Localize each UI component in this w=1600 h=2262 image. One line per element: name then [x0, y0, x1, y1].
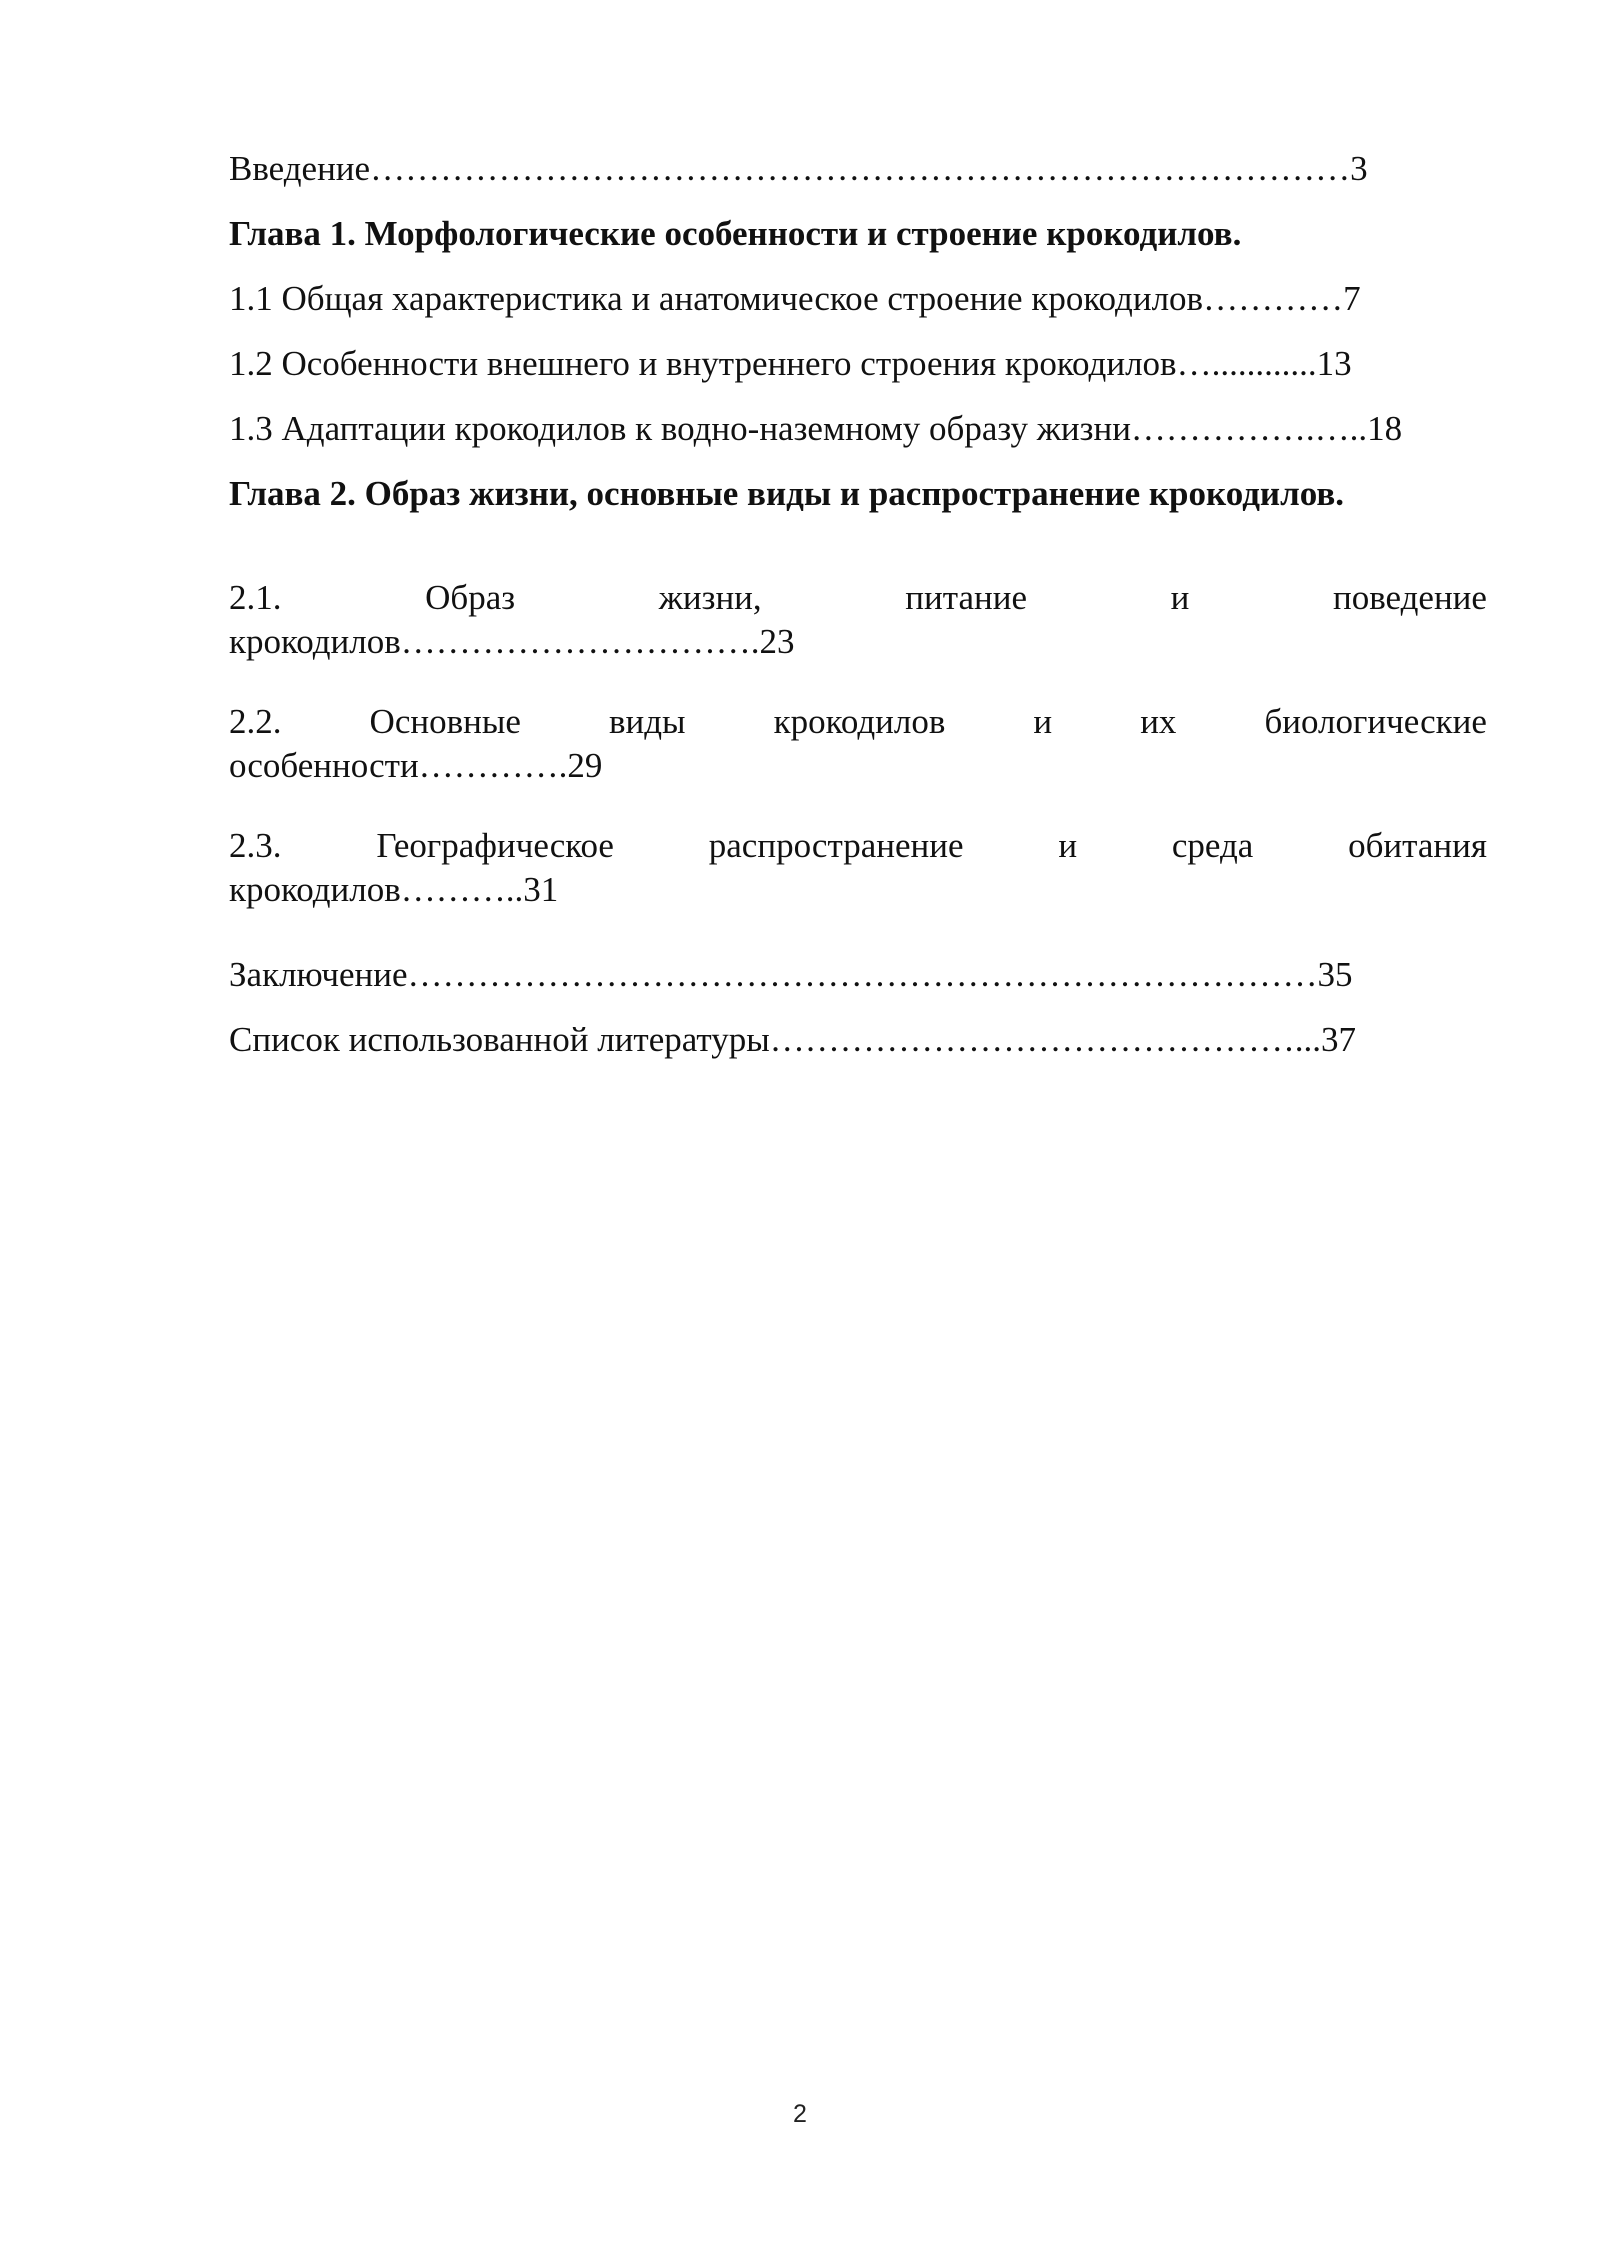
toc-entry-intro: Введение…………………………………………………………………………3 [229, 149, 1368, 188]
toc-word: распространение [708, 826, 964, 865]
toc-chapter-1-title: Глава 1. Морфологические особенности и строение крокодилов. [229, 214, 1242, 253]
toc-entry-2-2-line1 [229, 700, 1487, 744]
toc-entry-2-2-line2: особенности………….29 [229, 746, 603, 785]
toc-word: среда [1171, 826, 1254, 865]
toc-word: их [1140, 702, 1177, 741]
toc-word: Основные [369, 702, 521, 741]
toc-entry-2-3 [229, 824, 1487, 912]
toc-word: 2.3. [229, 826, 282, 865]
toc-word: Географическое [376, 826, 614, 865]
toc-word: 2.1. [229, 578, 282, 617]
toc-word: поведение [1332, 578, 1487, 617]
toc-word: виды [608, 702, 686, 741]
toc-word: 2.2. [229, 702, 282, 741]
toc-entry-2-1-line1 [229, 576, 1487, 620]
toc-chapter-2-title: Глава 2. Образ жизни, основные виды и распространение крокодилов. [229, 474, 1345, 513]
toc-word: и [1033, 702, 1053, 741]
toc-word: и [1058, 826, 1078, 865]
toc-word: биологические [1264, 702, 1487, 741]
toc-entry-1-2: 1.2 Особенности внешнего и внутреннего строения крокодилов…............13 [229, 344, 1352, 383]
toc-word: жизни, [658, 578, 762, 617]
toc-word: питание [905, 578, 1027, 617]
toc-word: крокодилов [773, 702, 946, 741]
toc-entry-2-2 [229, 700, 1487, 788]
toc-word: Образ [425, 578, 516, 617]
toc-entry-2-1-line2: крокодилов………………………….23 [229, 622, 795, 661]
toc-entry-2-1 [229, 576, 1487, 664]
toc-entry-conclusion: Заключение……………………………………………………………………35 [229, 955, 1353, 994]
page-number: 2 [793, 2100, 807, 2128]
toc-entry-2-3-line2: крокодилов………..31 [229, 870, 559, 909]
toc-word: и [1170, 578, 1190, 617]
toc-entry-1-1: 1.1 Общая характеристика и анатомическое строение крокодилов…………7 [229, 279, 1361, 318]
toc-entry-1-3: 1.3 Адаптации крокодилов к водно-наземному образу жизни…………….…..18 [229, 409, 1403, 448]
toc-word: обитания [1348, 826, 1487, 865]
toc-entry-2-3-line1 [229, 824, 1487, 868]
toc-entry-references: Список использованной литературы………………………………………...37 [229, 1020, 1356, 1059]
